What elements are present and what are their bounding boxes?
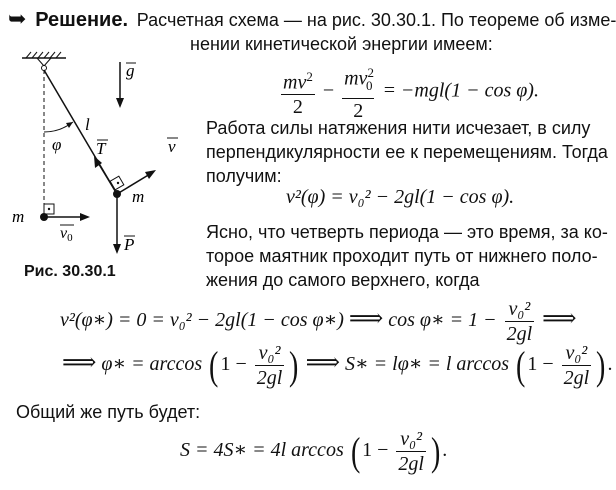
tension-label: T: [96, 139, 106, 158]
mass-bottom-label: m: [12, 207, 25, 226]
paragraph-1-line-1: Работа силы натяжения нити исчезает, в силу: [206, 118, 591, 138]
paragraph-2-line-1: Ясно, что четверть периода — это время, за ко-: [206, 222, 608, 242]
figure-caption: Рис. 30.30.1: [24, 263, 116, 280]
velocity-label: v: [168, 137, 176, 156]
solution-header: [8, 6, 616, 33]
paragraph-1-line-3: получим:: [206, 166, 282, 186]
length-label: l: [85, 115, 90, 134]
weight-label: P: [124, 235, 135, 254]
solution-arrow-icon: ➥: [8, 6, 27, 31]
paragraph-2-line-3: жения до самого верхнего, когда: [206, 270, 480, 290]
tension-arrow: [97, 161, 117, 194]
equation-arc-length: ⟹ φ∗ = arccos (1 − $\frac{\text{v₀²}}{2gl}$ ) ⟹ S∗ = lφ∗ = l arccos (1 − $\frac{\text{v₀²}}{2gl}$ ).: [62, 342, 613, 389]
paragraph-3: Общий же путь будет:: [16, 402, 201, 422]
equation-kinetic-energy: $\frac{mv^2}{2}$ − $\frac{mv^2_0}{2}$ = −mgl(1 − cos φ).: [278, 62, 539, 122]
g-label: g: [126, 61, 135, 80]
equation-velocity-squared: v²(φ) = v₀² − 2gl(1 − cos φ).: [286, 186, 515, 208]
header-line-1: Расчетная схема — на рис. 30.30.1. По теореме об изме-: [136, 10, 616, 30]
equation-turning-point: v²(φ∗) = 0 = v₀² − 2gl(1 − cos φ∗) ⟹ cos φ∗ = 1 − $\frac{\text{v₀²}}{2gl}$ ⟹: [60, 298, 577, 345]
paragraph-1-line-2: перпендикулярности ее к перемещениям. Тогда: [206, 142, 608, 162]
equation-total-path: S = 4S∗ = 4l arccos (1 − $\frac{\text{v₀²}}{2gl}$ ).: [180, 428, 448, 475]
pendulum-figure: [0, 52, 200, 292]
v0-label: v0: [60, 225, 73, 244]
phi-label: φ: [52, 135, 62, 154]
paragraph-2-line-2: торое маятник проходит путь от нижнего поло-: [206, 246, 598, 266]
solution-label: Решение.: [35, 9, 128, 31]
ceiling-support: [22, 52, 66, 71]
mass-top-label: m: [132, 187, 145, 206]
header-line-2: нении кинетической энергии имеем:: [190, 34, 493, 54]
